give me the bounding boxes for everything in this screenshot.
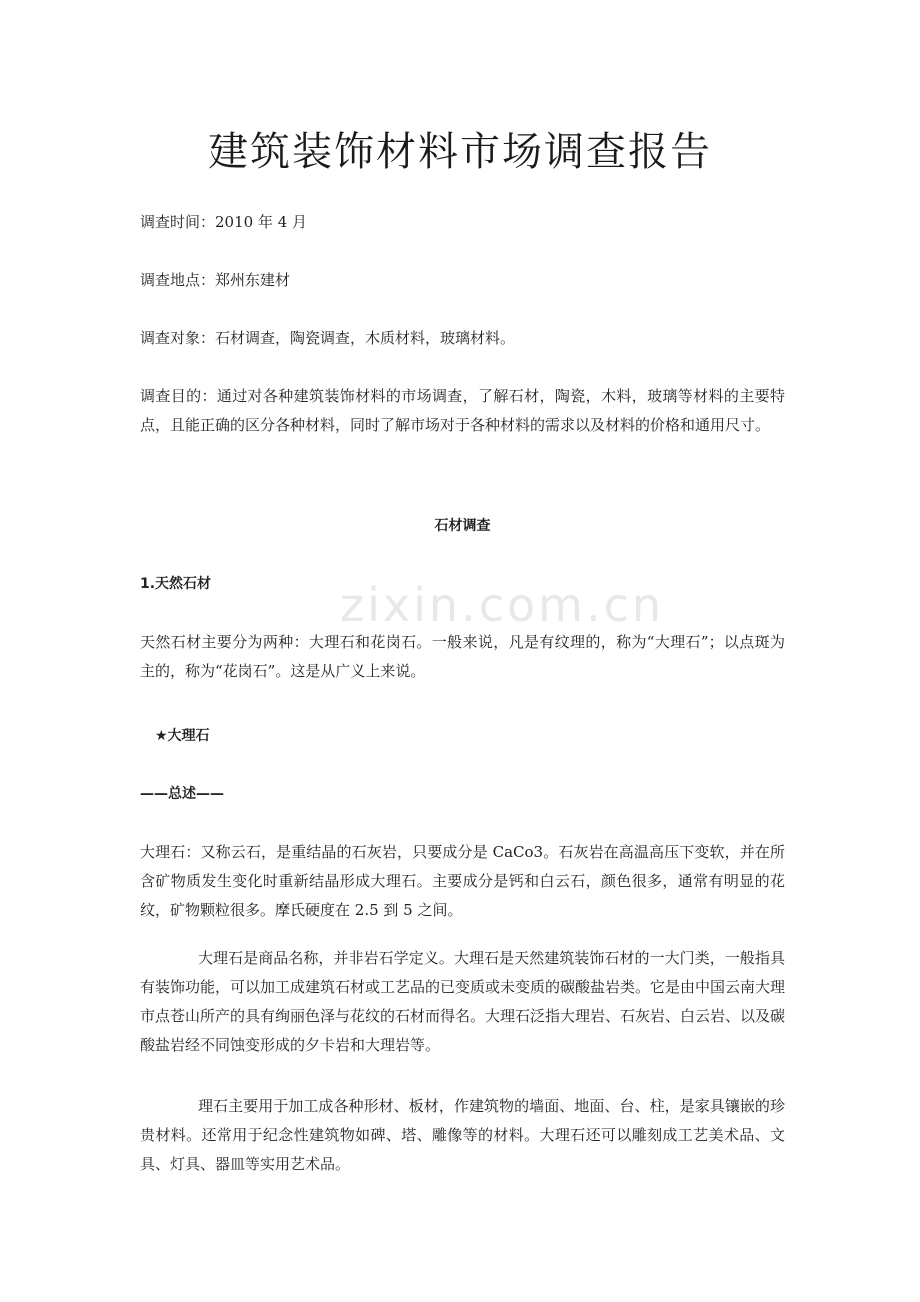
subsection-heading: 1.天然石材 xyxy=(140,576,212,592)
survey-place: 调查地点：郑州东建材 xyxy=(140,271,291,289)
survey-purpose: 调查目的：通过对各种建筑装饰材料的市场调查，了解石材，陶瓷，木料，玻璃等材料的主要特点，且能正确的区分各种材料，同时了解市场对于各种材料的需求以及材料的价格和通用尺寸。 xyxy=(140,387,785,434)
marble-paragraph-3: 理石主要用于加工成各种形材、板材，作建筑物的墙面、地面、台、柱，是家具镶嵌的珍贵材料。还常用于纪念性建筑物如碑、塔、雕像等的材料。大理石还可以雕刻成工艺美术品、文具、灯具、器皿等实用艺术品。 xyxy=(140,1097,785,1173)
marble-heading: ★大理石 xyxy=(155,728,210,744)
natural-stone-paragraph: 天然石材主要分为两种：大理石和花岗石。一般来说，凡是有纹理的，称为“大理石”；以点斑为主的，称为“花岗石”。这是从广义上来说。 xyxy=(140,633,785,680)
marble-paragraph-1: 大理石：又称云石，是重结晶的石灰岩，只要成分是 CaCo3。石灰岩在高温高压下变软，并在所含矿物质发生变化时重新结晶形成大理石。主要成分是钙和白云石，颜色很多，通常有明显的花纹，矿物颗粒很多。摩氏硬度在 2.5 到 5 之间。 xyxy=(140,843,785,919)
document-title: 建筑装饰材料市场调查报告 xyxy=(208,129,712,175)
watermark: zixin.com.cn xyxy=(340,578,665,632)
survey-objects: 调查对象：石材调查，陶瓷调查，木质材料，玻璃材料。 xyxy=(140,329,516,347)
survey-time: 调查时间：2010 年 4 月 xyxy=(140,213,308,231)
section-heading: 石材调查 xyxy=(434,518,491,534)
overview-heading: ——总述—— xyxy=(140,786,224,802)
marble-paragraph-2: 大理石是商品名称，并非岩石学定义。大理石是天然建筑装饰石材的一大门类，一般指具有装饰功能，可以加工成建筑石材或工艺品的已变质或未变质的碳酸盐岩类。它是由中国云南大理市点苍山所产的具有绚丽色泽与花纹的石材而得名。大理石泛指大理岩、石灰岩、白云岩、以及碳酸盐岩经不同蚀变形成的夕卡岩和大理岩等。 xyxy=(140,949,786,1054)
